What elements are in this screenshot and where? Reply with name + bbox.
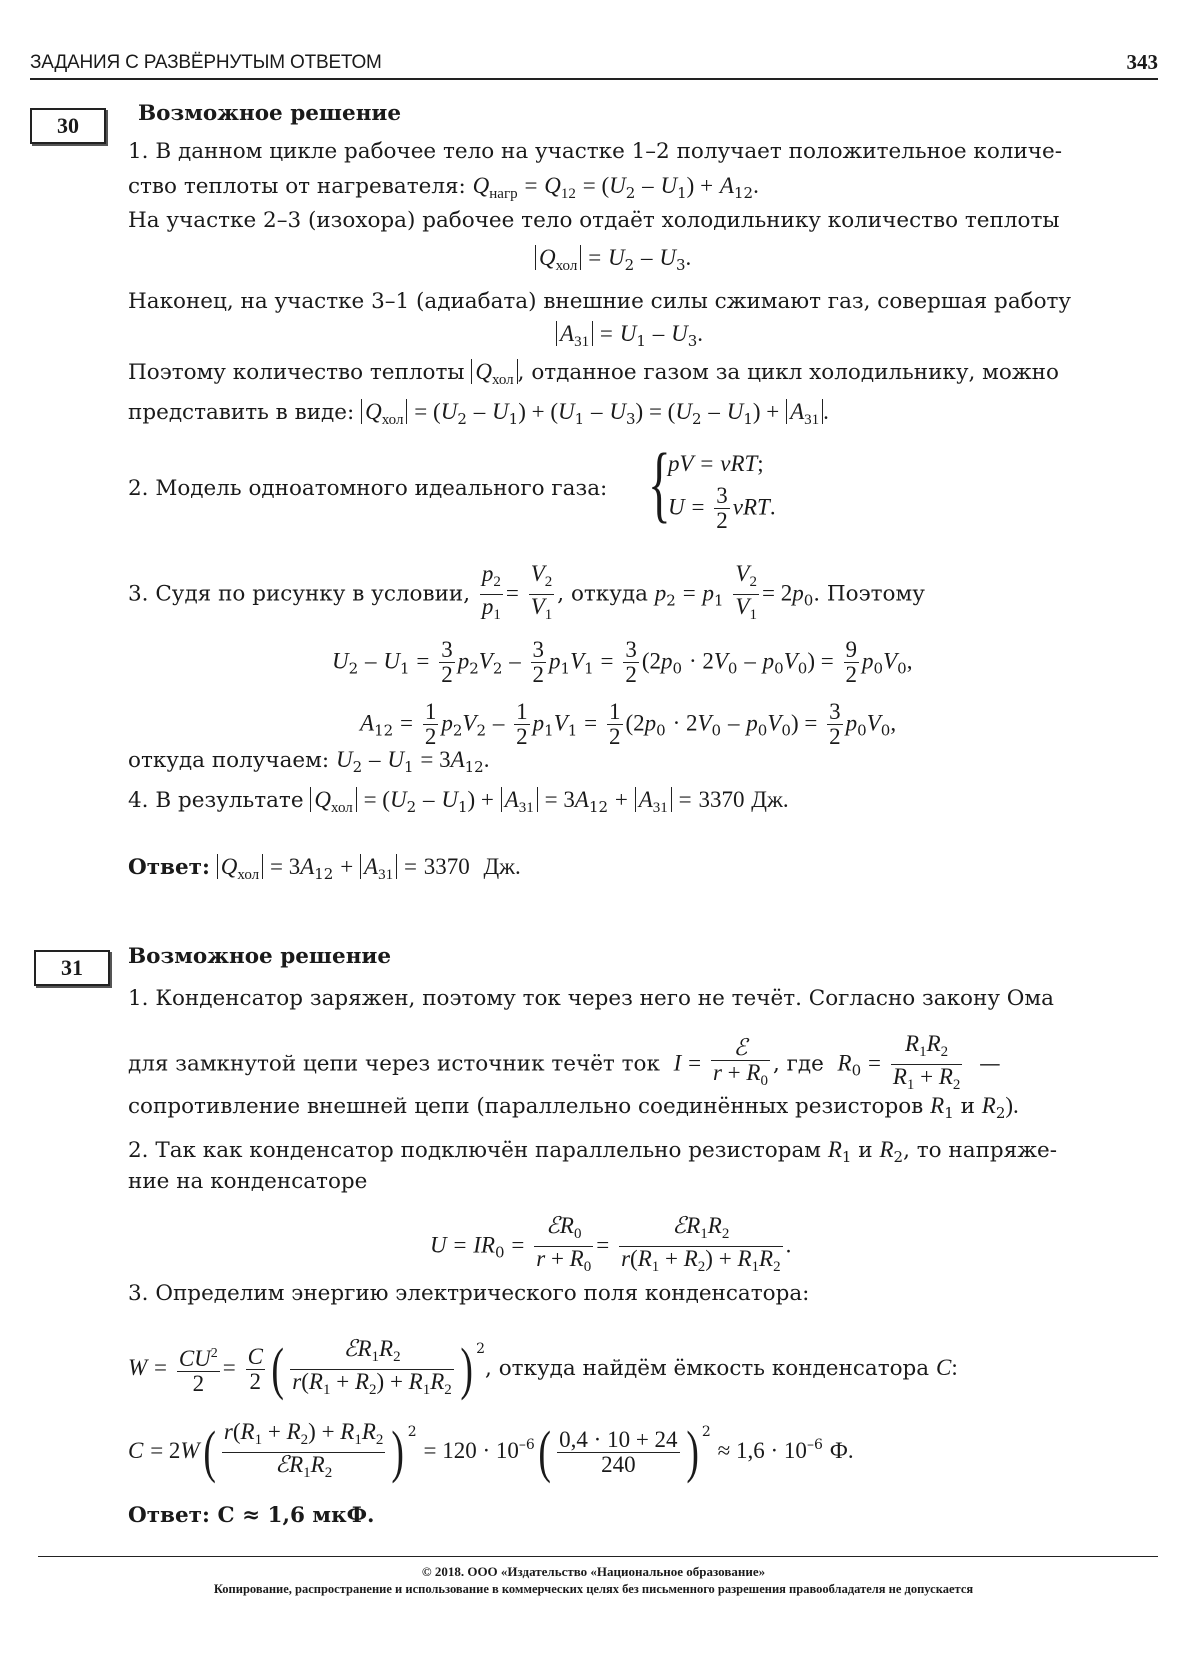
formula-q-hol-1: $Q_{хол} = U_2 - U_3$. [535,244,691,280]
running-head [30,50,1158,80]
page-number: 343 [1126,50,1158,74]
task30-p6: 3. Судя по рисунку в условии, $\frac{p_2}{p_1}$ = $\frac{V_2}{V_1}$ , откуда $p_2 = p_1$ $\frac{V_2}{V_1}$ = $2p_0$. Поэтому [128,561,925,623]
formula-a31: $A_{31} = U_1 - U_3$. [556,320,703,356]
formula-w: W = $\frac{CU^2}{2}$ = $\frac{C}{2}$ ( $\frac{ℰR_1R_2}{r(R_1 + R_2) + R_1R_2}$ ) $^2$, откуда найдём ёмкость конденсатора C: [128,1335,958,1401]
task30-p1b: ство теплоты от нагревателя: $Q_{нагр} = Q_{12} = (U_2 - U_1) + A_{12}$. [128,173,759,202]
footer-notice: Копирование, распространение и использование в коммерческих целях без письменного разрешения правообладателя не допускается [213,1582,974,1596]
task30-p1a: 1. В данном цикле рабочее тело на участке 1–2 получает положительное количе- [128,139,1063,164]
formula-u-3-2-nrt: U = $\frac{3}{2}$ νRT. [668,483,776,533]
task31-p3a: 2. Так как конденсатор подключён параллельно резисторам $R_1$ и $R_2$, то напряже- [128,1137,1058,1166]
formula-pv-nrt: pV = νRT; [668,451,764,476]
task30-p4a: Поэтому количество теплоты $Q_{хол}$ , отданное газом за цикл холодильнику, можно [128,359,1059,388]
footer-rule [38,1556,1158,1557]
task30-p2: На участке 2–3 (изохора) рабочее тело отдаёт холодильнику количество теплоты [128,208,1060,233]
task-number-31: 31 [34,950,110,986]
task31-p3b: ние на конденсаторе [128,1169,368,1194]
task31-heading: Возможное решение [128,944,392,969]
formula-u2-u1: $U_2 - U_1$ = $\frac{3}{2}$ $p_2V_2$ – $\frac{3}{2}$ $p_1V_1$ = $\frac{3}{2}$ $(2p_0 \cdot 2V_0 - p_0V_0)$ = $\frac{9}{2}$ $p_0V_0$, [332,637,913,687]
task31-p4: 3. Определим энергию электрического поля конденсатора: [128,1281,810,1306]
task30-heading: Возможное решение [138,101,402,126]
formula-a12: $A_{12}$ = $\frac{1}{2}$ $p_2V_2$ – $\frac{1}{2}$ $p_1V_1$ = $\frac{1}{2}$ $(2p_0 \cdot 2V_0 - p_0V_0)$ = $\frac{3}{2}$ $p_0V_0$, [360,699,897,749]
task31-answer: Ответ: C ≈ 1,6 мкФ. [128,1503,375,1528]
task31-p2: сопротивление внешней цепи (параллельно соединённых резисторов $R_1$ и $R_2$). [128,1093,1019,1122]
task30-p7: откуда получаем: $U_2 - U_1 = 3A_{12}$. [128,747,490,776]
formula-c: C = 2W( $\frac{r(R_1 + R_2) + R_1R_2}{ℰR_1R_2}$ ) $^2 = 120 \cdot 10^{-6}$( $\frac{0,4 \cdot 10 + 24}{240}$ ) $^2 \approx 1,6 \cdot 10^{-6}$ Ф. [128,1418,854,1484]
task30-p8: 4. В результате $Q_{хол} = (U_2 - U_1) + A_{31} = 3A_{12} + A_{31} = 3370$ Дж. [128,787,789,816]
system-brace: { [648,435,671,531]
task30-p4b: представить в виде: $Q_{хол} = (U_2 - U_1) + (U_1 - U_3) = (U_2 - U_1) + A_{31}$ . [128,399,829,428]
task-number-30: 30 [30,108,106,144]
footer-copyright: © 2018. ООО «Издательство «Национальное образование» [421,1564,766,1579]
task31-p1a: 1. Конденсатор заряжен, поэтому ток через него не течёт. Согласно закону Ома [128,986,1054,1011]
task30-p3: Наконец, на участке 3–1 (адиабата) внешние силы сжимают газ, совершая работу [128,289,1072,314]
section-title: ЗАДАНИЯ С РАЗВЁРНУТЫМ ОТВЕТОМ [30,52,382,73]
task31-p1b: для замкнутой цепи через источник течёт ток I = $\frac{\text{ℰ}}{r + R_0}$ , где $R_0$ = $\frac{R_1R_2}{R_1 + R_2}$ — [128,1031,1001,1093]
formula-u-ir0: $U = IR_0$ = $\frac{ℰR_0}{r + R_0}$ = $\frac{ℰR_1R_2}{r(R_1 + R_2) + R_1R_2}$ . [430,1213,792,1275]
task30-p5: 2. Модель одноатомного идеального газа: [128,476,608,501]
task30-answer: Ответ: $Q_{хол} = 3A_{12} + A_{31} = 3370$ Дж. [128,854,521,883]
